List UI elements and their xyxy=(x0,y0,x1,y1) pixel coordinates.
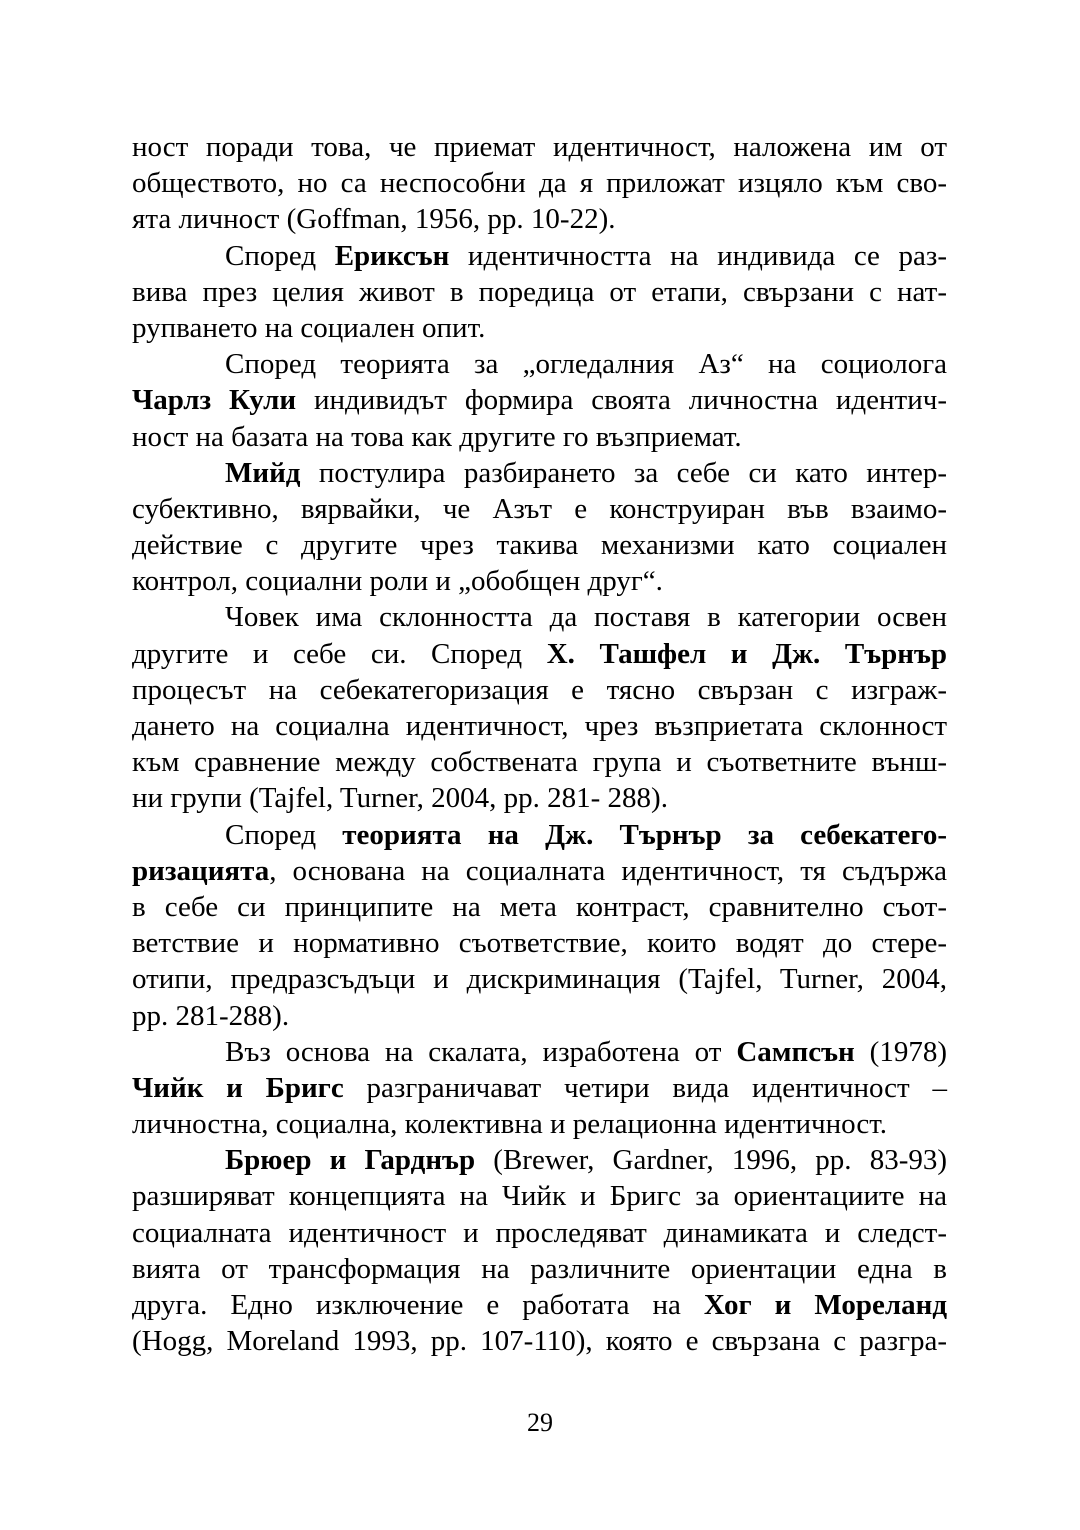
text-segment: ни групи (Tajfel, Turner, 2004, pp. 281- 288). xyxy=(132,782,668,815)
text-line xyxy=(132,455,947,491)
body-text xyxy=(132,129,947,1359)
text-segment: към сравнение между собствената група и съответните външ- xyxy=(132,746,947,779)
text-line xyxy=(132,129,947,165)
text-line xyxy=(132,636,947,672)
text-line xyxy=(132,1034,947,1070)
text-line xyxy=(132,889,947,925)
text-segment: постулира разбирането за себе си като интер- xyxy=(300,456,947,489)
text-line xyxy=(132,1251,947,1287)
text-line xyxy=(132,419,947,455)
text-segment: вива през целия живот в поредица от етапи, свързани с нат- xyxy=(132,275,947,308)
text-segment: в себе си принципите на мета контраст, сравнително съот- xyxy=(132,890,947,923)
text-line xyxy=(132,1142,947,1178)
text-segment: Според xyxy=(225,818,343,851)
text-segment: , основана на социалната идентичност, тя съдържа xyxy=(269,854,947,887)
text-line xyxy=(132,998,947,1034)
text-line xyxy=(132,925,947,961)
page-number: 29 xyxy=(527,1408,553,1437)
text-segment: Според xyxy=(225,239,335,272)
text-segment: рупването на социален опит. xyxy=(132,311,486,344)
text-segment: друга. Едно изключение е работата на xyxy=(132,1289,704,1321)
text-line xyxy=(132,563,947,599)
text-segment: вията от трансформация на различните ориентации една в xyxy=(132,1252,947,1285)
bold-text: Ериксън xyxy=(334,239,450,272)
text-segment: ветствие и нормативно съответствие, които водят до стере- xyxy=(132,927,947,960)
text-segment: идентичността на индивида се раз- xyxy=(449,239,947,272)
text-segment: (1978) xyxy=(854,1035,947,1068)
text-segment: Човек има склонността да поставя в категории освен xyxy=(225,601,947,634)
bold-text: Брюер и Гарднър xyxy=(225,1144,476,1177)
text-line xyxy=(132,1287,947,1323)
text-line xyxy=(132,961,947,997)
text-line xyxy=(132,853,947,889)
bold-text: Хог и Мореланд xyxy=(703,1289,947,1321)
text-segment: контрол, социални роли и „обобщен друг“. xyxy=(132,565,663,598)
bold-text: теорията на Дж. Търнър за себекатего- xyxy=(342,818,947,851)
bold-text: Х. Ташфел и Дж. Търнър xyxy=(546,637,947,670)
text-segment: разширяват концепцията на Чийк и Бригс за ориентациите на xyxy=(132,1180,947,1213)
text-segment: pp. 281-288). xyxy=(132,999,290,1032)
text-segment: социалната идентичност и проследяват динамиката и следст- xyxy=(132,1216,947,1249)
text-segment: (Brewer, Gardner, 1996, pp. 83-93) xyxy=(475,1144,948,1177)
text-line xyxy=(132,708,947,744)
text-line xyxy=(132,491,947,527)
text-line xyxy=(132,817,947,853)
bold-text: Чийк и Бригс xyxy=(132,1071,344,1104)
bold-text: Мийд xyxy=(225,456,301,489)
text-line xyxy=(132,346,947,382)
text-line xyxy=(132,201,947,237)
text-segment: разграничават четири вида идентичност – xyxy=(343,1071,948,1104)
text-line xyxy=(132,1106,947,1142)
text-segment: обществото, но са неспособни да я приложат изцяло към сво- xyxy=(132,167,947,200)
text-segment: Според теорията за „огледалния Аз“ на социолога xyxy=(225,348,947,381)
text-segment: ност на базата на това как другите го възприемат. xyxy=(132,420,742,453)
text-line xyxy=(132,238,947,274)
text-segment: субективно, вярвайки, че Азът е конструиран във взаимо- xyxy=(132,492,947,525)
bold-text: Сампсън xyxy=(736,1035,855,1068)
text-line xyxy=(132,382,947,418)
text-segment: действие с другите чрез такива механизми като социален xyxy=(132,529,947,562)
text-segment: индивидът формира своята личностна идентич- xyxy=(296,384,947,417)
text-line xyxy=(132,1215,947,1251)
text-segment: Въз основа на скалата, изработена от xyxy=(225,1035,737,1068)
text-line xyxy=(132,274,947,310)
text-line xyxy=(132,165,947,201)
text-segment: отипи, предразсъдъци и дискриминация (Tajfel, Turner, 2004, xyxy=(132,963,947,996)
text-line xyxy=(132,1070,947,1106)
text-line xyxy=(132,672,947,708)
text-segment: ност поради това, че приемат идентичност, наложена им от xyxy=(132,131,947,163)
text-line xyxy=(132,1323,947,1359)
bold-text: ризацията xyxy=(132,854,270,887)
text-line xyxy=(132,310,947,346)
text-segment: процесът на себекатегоризация е тясно свързан с изграж- xyxy=(132,673,947,706)
text-segment: ята личност (Goffman, 1956, pp. 10-22). xyxy=(132,203,616,236)
text-segment: другите и себе си. Според xyxy=(132,637,547,670)
text-segment: личностна, социална, колективна и релационна идентичност. xyxy=(132,1108,887,1141)
text-line xyxy=(132,599,947,635)
text-line xyxy=(132,527,947,563)
bold-text: Чарлз Кули xyxy=(132,384,297,417)
text-line xyxy=(132,1178,947,1214)
text-segment: дането на социална идентичност, чрез възприетата склонност xyxy=(132,710,947,742)
text-line xyxy=(132,780,947,816)
text-segment: (Hogg, Moreland 1993, pp. 107-110), която е свързана с разгра- xyxy=(132,1325,947,1358)
text-line xyxy=(132,744,947,780)
